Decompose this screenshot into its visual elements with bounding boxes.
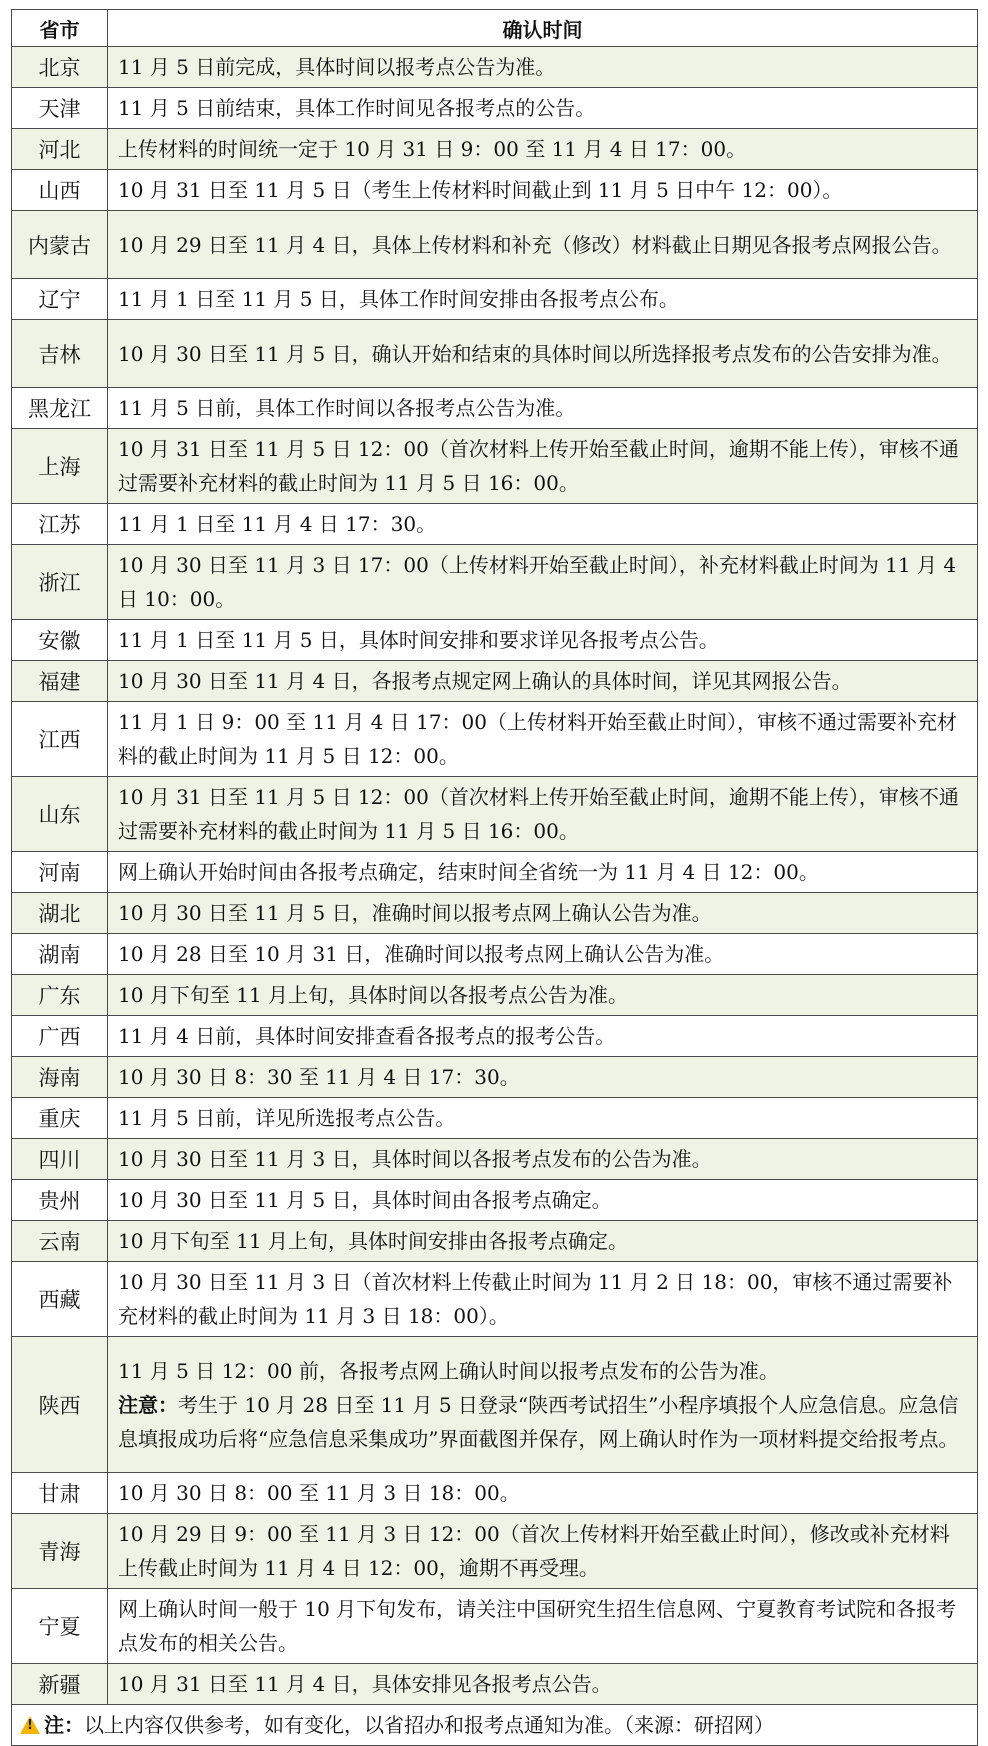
province-cell: 山西: [12, 170, 108, 211]
time-cell: 10 月 30 日至 11 月 4 日，各报考点规定网上确认的具体时间，详见其网报公告。: [108, 661, 978, 702]
table-header-row: [12, 10, 978, 47]
footer-text: 以上内容仅供参考，如有变化，以省招办和报考点通知为准。（来源：研招网）: [84, 1713, 774, 1737]
province-cell: 贵州: [12, 1180, 108, 1221]
province-cell: 河北: [12, 129, 108, 170]
table-row: [12, 661, 978, 702]
warning-icon: [20, 1716, 40, 1734]
table-row: [12, 1664, 978, 1705]
province-cell: 宁夏: [12, 1589, 108, 1664]
province-cell: 陕西: [12, 1337, 108, 1473]
time-cell: 11 月 1 日至 11 月 5 日，具体时间安排和要求详见各报考点公告。: [108, 620, 978, 661]
note-label: 注意：: [118, 1392, 178, 1417]
province-cell: 广东: [12, 975, 108, 1016]
time-cell: 10 月 30 日 8：30 至 11 月 4 日 17：30。: [108, 1057, 978, 1098]
table-row: [12, 1262, 978, 1337]
header-confirm-time: 确认时间: [108, 10, 978, 47]
table-row: [12, 1180, 978, 1221]
table-row: [12, 1514, 978, 1589]
footer-label: 注：: [44, 1713, 84, 1737]
time-cell: 10 月 30 日至 11 月 5 日，确认开始和结束的具体时间以所选择报考点发布的公告安排为准。: [108, 320, 978, 388]
province-cell: 北京: [12, 47, 108, 88]
table-row: [12, 211, 978, 279]
time-cell: 网上确认时间一般于 10 月下旬发布，请关注中国研究生招生信息网、宁夏教育考试院和各报考点发布的相关公告。: [108, 1589, 978, 1664]
province-cell: 河南: [12, 852, 108, 893]
time-cell: 10 月 31 日至 11 月 5 日 12：00（首次材料上传开始至截止时间，逾期不能上传），审核不通过需要补充材料的截止时间为 11 月 5 日 16：00。: [108, 429, 978, 504]
time-cell: 11 月 5 日前，详见所选报考点公告。: [108, 1098, 978, 1139]
time-cell: 11 月 1 日至 11 月 4 日 17：30。: [108, 504, 978, 545]
table-row: [12, 1016, 978, 1057]
province-cell: 浙江: [12, 545, 108, 620]
province-cell: 安徽: [12, 620, 108, 661]
table-row: [12, 320, 978, 388]
time-cell: 10 月 30 日 8：00 至 11 月 3 日 18：00。: [108, 1473, 978, 1514]
province-cell: 重庆: [12, 1098, 108, 1139]
time-cell: 10 月 31 日至 11 月 4 日，具体安排见各报考点公告。: [108, 1664, 978, 1705]
table-row: [12, 170, 978, 211]
time-text: 11 月 5 日 12：00 前，各报考点网上确认时间以报考点发布的公告为准。: [118, 1358, 779, 1383]
province-cell: 黑龙江: [12, 388, 108, 429]
province-cell: 青海: [12, 1514, 108, 1589]
province-cell: 西藏: [12, 1262, 108, 1337]
confirmation-schedule-table: [11, 9, 978, 1746]
table-row: [12, 620, 978, 661]
time-cell: 10 月 30 日至 11 月 3 日，具体时间以各报考点发布的公告为准。: [108, 1139, 978, 1180]
table-row: [12, 1337, 978, 1473]
time-cell: 11 月 1 日至 11 月 5 日，具体工作时间安排由各报考点公布。: [108, 279, 978, 320]
time-cell: 10 月 30 日至 11 月 5 日，具体时间由各报考点确定。: [108, 1180, 978, 1221]
time-cell: 10 月下旬至 11 月上旬，具体时间安排由各报考点确定。: [108, 1221, 978, 1262]
table-row: [12, 852, 978, 893]
province-cell: 新疆: [12, 1664, 108, 1705]
footer-row: [12, 1705, 978, 1746]
table-row: [12, 975, 978, 1016]
time-cell: 10 月下旬至 11 月上旬，具体时间以各报考点公告为准。: [108, 975, 978, 1016]
table-row: [12, 1098, 978, 1139]
province-cell: 四川: [12, 1139, 108, 1180]
province-cell: 天津: [12, 88, 108, 129]
province-cell: 广西: [12, 1016, 108, 1057]
province-cell: 甘肃: [12, 1473, 108, 1514]
province-cell: 江西: [12, 702, 108, 777]
province-cell: 海南: [12, 1057, 108, 1098]
time-cell: 上传材料的时间统一定于 10 月 31 日 9：00 至 11 月 4 日 17：00。: [108, 129, 978, 170]
time-cell: 10 月 29 日至 11 月 4 日，具体上传材料和补充（修改）材料截止日期见各报考点网报公告。: [108, 211, 978, 279]
time-cell: 10 月 31 日至 11 月 5 日 12：00（首次材料上传开始至截止时间，逾期不能上传），审核不通过需要补充材料的截止时间为 11 月 5 日 16：00。: [108, 777, 978, 852]
province-cell: 吉林: [12, 320, 108, 388]
time-cell: 11 月 5 日前完成，具体时间以报考点公告为准。: [108, 47, 978, 88]
time-cell: 10 月 28 日至 10 月 31 日，准确时间以报考点网上确认公告为准。: [108, 934, 978, 975]
province-cell: 江苏: [12, 504, 108, 545]
time-cell: 10 月 30 日至 11 月 3 日（首次材料上传截止时间为 11 月 2 日 18：00，审核不通过需要补充材料的截止时间为 11 月 3 日 18：00）。: [108, 1262, 978, 1337]
table-row: [12, 545, 978, 620]
note-text: 考生于 10 月 28 日至 11 月 5 日登录“陕西考试招生”小程序填报个人应急信息。应急信息填报成功后将“应急信息采集成功”界面截图并保存，网上确认时作为一项材料提交给报考点。: [118, 1392, 959, 1451]
province-cell: 山东: [12, 777, 108, 852]
time-cell: 11 月 5 日前结束，具体工作时间见各报考点的公告。: [108, 88, 978, 129]
table-row: [12, 47, 978, 88]
table-row: [12, 1057, 978, 1098]
table-row: [12, 388, 978, 429]
table-row: [12, 504, 978, 545]
footer-note: [12, 1705, 978, 1746]
table-row: [12, 777, 978, 852]
table-row: [12, 934, 978, 975]
province-cell: 辽宁: [12, 279, 108, 320]
table-row: [12, 1473, 978, 1514]
time-cell: 11 月 1 日 9：00 至 11 月 4 日 17：00（上传材料开始至截止时间），审核不通过需要补充材料的截止时间为 11 月 5 日 12：00。: [108, 702, 978, 777]
time-cell: 11 月 4 日前，具体时间安排查看各报考点的报考公告。: [108, 1016, 978, 1057]
table-row: [12, 129, 978, 170]
note-paragraph: [118, 1388, 969, 1456]
header-province: 省市: [12, 10, 108, 47]
table-row: [12, 1589, 978, 1664]
province-cell: 湖南: [12, 934, 108, 975]
time-cell: 11 月 5 日前，具体工作时间以各报考点公告为准。: [108, 388, 978, 429]
table-row: [12, 279, 978, 320]
time-cell: 10 月 31 日至 11 月 5 日（考生上传材料时间截止到 11 月 5 日中午 12：00）。: [108, 170, 978, 211]
time-cell: 10 月 30 日至 11 月 5 日，准确时间以报考点网上确认公告为准。: [108, 893, 978, 934]
province-cell: 内蒙古: [12, 211, 108, 279]
table-row: [12, 88, 978, 129]
table-row: [12, 1221, 978, 1262]
time-cell: 10 月 30 日至 11 月 3 日 17：00（上传材料开始至截止时间），补充材料截止时间为 11 月 4 日 10：00。: [108, 545, 978, 620]
time-cell: 网上确认开始时间由各报考点确定，结束时间全省统一为 11 月 4 日 12：00。: [108, 852, 978, 893]
province-cell: 上海: [12, 429, 108, 504]
province-cell: 湖北: [12, 893, 108, 934]
table-row: [12, 1139, 978, 1180]
time-cell: 10 月 29 日 9：00 至 11 月 3 日 12：00（首次上传材料开始至截止时间），修改或补充材料上传截止时间为 11 月 4 日 12：00，逾期不再受理。: [108, 1514, 978, 1589]
table-row: [12, 893, 978, 934]
table-row: [12, 702, 978, 777]
time-cell: [108, 1337, 978, 1473]
province-cell: 福建: [12, 661, 108, 702]
province-cell: 云南: [12, 1221, 108, 1262]
table-row: [12, 429, 978, 504]
